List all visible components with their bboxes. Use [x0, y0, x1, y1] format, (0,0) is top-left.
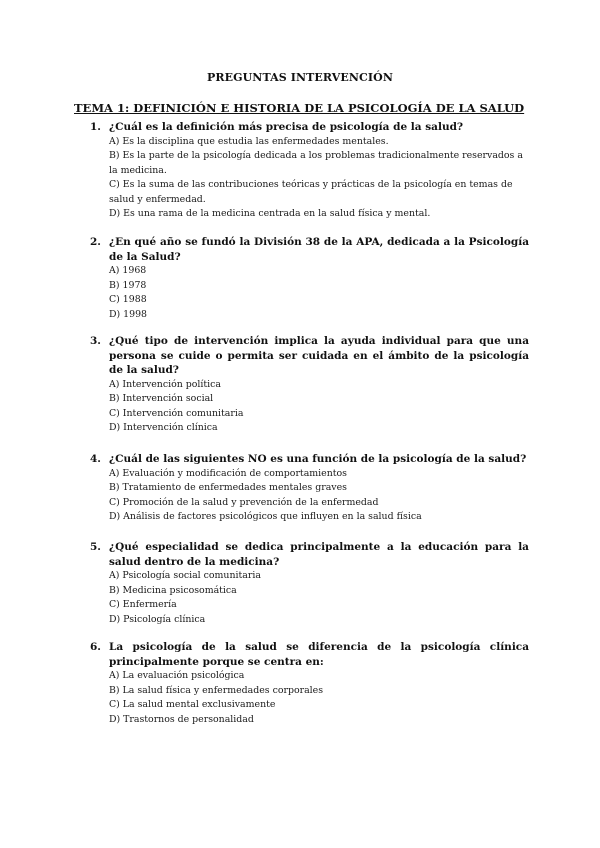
- question-text: ¿Qué tipo de intervención implica la ayuda individual para que una persona se cuide o permita ser cuidada en el ámbito de la psicología de la salud?: [109, 335, 529, 376]
- answer-options: [92, 378, 529, 436]
- answer-options: [92, 467, 529, 525]
- question-text: ¿Qué especialidad se dedica principalmente a la educación para la salud dentro de la medicina?: [109, 541, 529, 568]
- answer-option: A) Intervención política: [109, 378, 221, 390]
- answer-options: [92, 264, 529, 322]
- answer-option: C) 1988: [109, 294, 147, 306]
- question: [92, 540, 529, 627]
- answer-option: D) Análisis de factores psicológicos que influyen en la salud física: [109, 511, 422, 523]
- question: [92, 120, 529, 222]
- question-text: La psicología de la salud se diferencia de la psicología clínica principalmente porque se centra en:: [109, 641, 529, 668]
- answer-option: D) Trastornos de personalidad: [109, 713, 254, 725]
- answer-option: B) Tratamiento de enfermedades mentales graves: [109, 482, 347, 494]
- answer-option: B) 1978: [109, 279, 147, 291]
- question-number: 6.: [90, 641, 101, 653]
- question-number: 4.: [90, 453, 101, 465]
- question: [92, 235, 529, 322]
- answer-option: A) Evaluación y modificación de comportamientos: [109, 467, 347, 479]
- answer-option: B) La salud física y enfermedades corporales: [109, 684, 324, 696]
- answer-option: A) Es la disciplina que estudia las enfermedades mentales.: [109, 135, 389, 147]
- section-title: TEMA 1: DEFINICIÓN E HISTORIA DE LA PSICOLOGÍA DE LA SALUD: [74, 101, 525, 115]
- answer-options: [92, 669, 529, 727]
- answer-options: [92, 135, 529, 223]
- answer-option: A) La evaluación psicológica: [109, 670, 245, 681]
- question-number: 3.: [90, 335, 101, 347]
- answer-option: B) Intervención social: [109, 393, 214, 405]
- question: [92, 452, 529, 525]
- answer-option: C) Enfermería: [109, 599, 177, 611]
- answer-option: D) Intervención clínica: [109, 422, 218, 434]
- question-text: ¿En qué año se fundó la División 38 de la APA, dedicada a la Psicología de la Salud?: [109, 236, 529, 263]
- question-number: 1.: [90, 121, 101, 133]
- answer-option: A) 1968: [109, 265, 147, 276]
- answer-option: B) Es la parte de la psicología dedicada a los problemas tradicionalmente reservados a la medicina.: [109, 150, 523, 176]
- question-number: 5.: [90, 541, 101, 553]
- answer-option: C) Intervención comunitaria: [109, 407, 244, 419]
- question-text: ¿Cuál de las siguientes NO es una función de la psicología de la salud?: [109, 453, 527, 465]
- answer-option: B) Medicina psicosomática: [109, 584, 237, 596]
- question: [92, 640, 529, 727]
- question-text: ¿Cuál es la definición más precisa de psicología de la salud?: [109, 121, 464, 133]
- answer-option: C) La salud mental exclusivamente: [109, 699, 276, 711]
- answer-option: D) Psicología clínica: [109, 613, 206, 625]
- answer-option: C) Promoción de la salud y prevención de la enfermedad: [109, 496, 379, 508]
- question: [92, 334, 529, 436]
- answer-option: C) Es la suma de las contribuciones teóricas y prácticas de la psicología en temas de salud y enfermedad.: [109, 179, 513, 205]
- answer-option: A) Psicología social comunitaria: [109, 570, 261, 581]
- answer-option: D) 1998: [109, 308, 148, 320]
- answer-options: [92, 569, 529, 627]
- document-title: PREGUNTAS INTERVENCIÓN: [207, 71, 393, 84]
- question-number: 2.: [90, 236, 101, 248]
- answer-option: D) Es una rama de la medicina centrada en la salud física y mental.: [109, 208, 431, 220]
